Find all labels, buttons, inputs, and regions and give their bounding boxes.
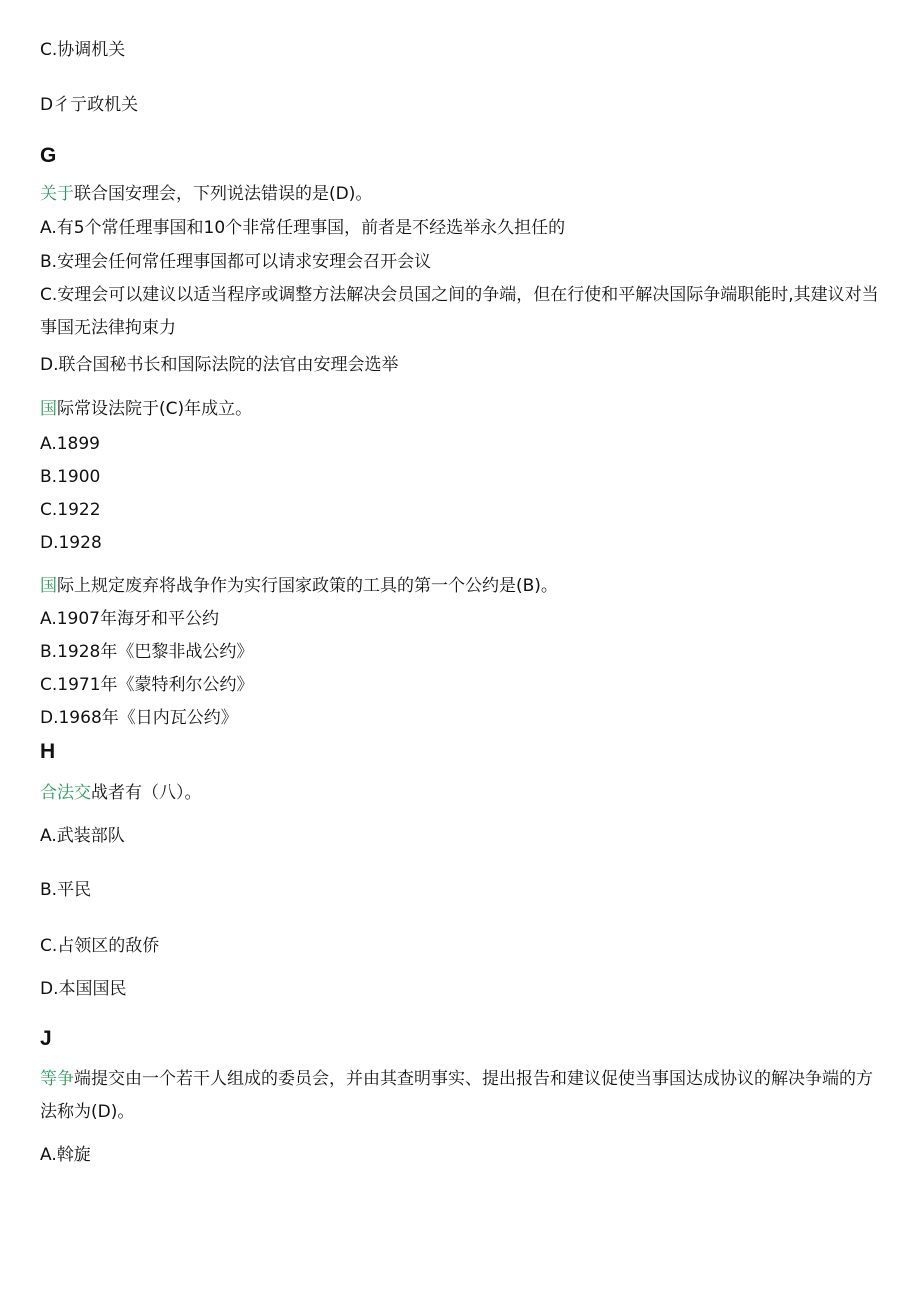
option-text: C.协调机关 (40, 40, 126, 60)
option-text: C.占领区的敌侨 (40, 936, 160, 956)
section-letter-j: J (40, 1027, 52, 1050)
option-text: A.武装部队 (40, 826, 125, 846)
question-text (40, 397, 252, 421)
option-text: C.安理会可以建议以适当程序或调整方法解决会员国之间的争端，但在行使和平解决国际争端职能时,其建议对当事国无法律拘束力 (40, 285, 879, 338)
question-highlight: 合法交 (40, 783, 91, 803)
section-letter-h: H (40, 740, 56, 763)
option-text: B.1928年《巴黎非战公约》 (40, 642, 254, 662)
option-text: C.1971年《蒙特利尔公约》 (40, 675, 254, 695)
question-body: 际上规定废弃将战争作为实行国家政策的工具的第一个公约是(B)。 (57, 576, 558, 596)
question-body: 联合国安理会，下列说法错误的是(D)。 (74, 184, 373, 204)
option-text: B.平民 (40, 880, 92, 900)
question-text (40, 574, 558, 598)
question-body: 际常设法院于(C)年成立。 (57, 399, 253, 419)
option-text: A.1907年海牙和平公约 (40, 609, 219, 629)
option-text: D.1968年《日内瓦公约》 (40, 708, 238, 728)
question-text (40, 1063, 880, 1129)
question-highlight: 等争 (40, 1069, 74, 1089)
option-text: C.1922 (40, 500, 101, 520)
option-text: D.本国国民 (40, 979, 127, 999)
question-highlight: 国 (40, 576, 57, 596)
option-text: B.1900 (40, 467, 101, 487)
option-text: A.斡旋 (40, 1145, 91, 1165)
question-highlight: 国 (40, 399, 57, 419)
option-text: D彳亍政机关 (40, 95, 139, 115)
question-text (40, 182, 372, 206)
option-text: D.1928 (40, 533, 102, 553)
question-body: 端提交由一个若干人组成的委员会，并由其查明事实、提出报告和建议促使当事国达成协议的解决争端的方法称为(D)。 (40, 1069, 873, 1122)
option-text: B.安理会任何常任理事国都可以请求安理会召开会议 (40, 252, 432, 272)
question-text (40, 781, 202, 805)
question-body: 战者有（八）。 (91, 783, 202, 803)
option-text: A.1899 (40, 434, 100, 454)
option-text: A.有5个常任理事国和10个非常任理事国，前者是不经选举永久担任的 (40, 218, 566, 238)
question-highlight: 关于 (40, 184, 74, 204)
option-text: D.联合国秘书长和国际法院的法官由安理会选举 (40, 355, 399, 375)
section-letter-g: G (40, 144, 57, 167)
